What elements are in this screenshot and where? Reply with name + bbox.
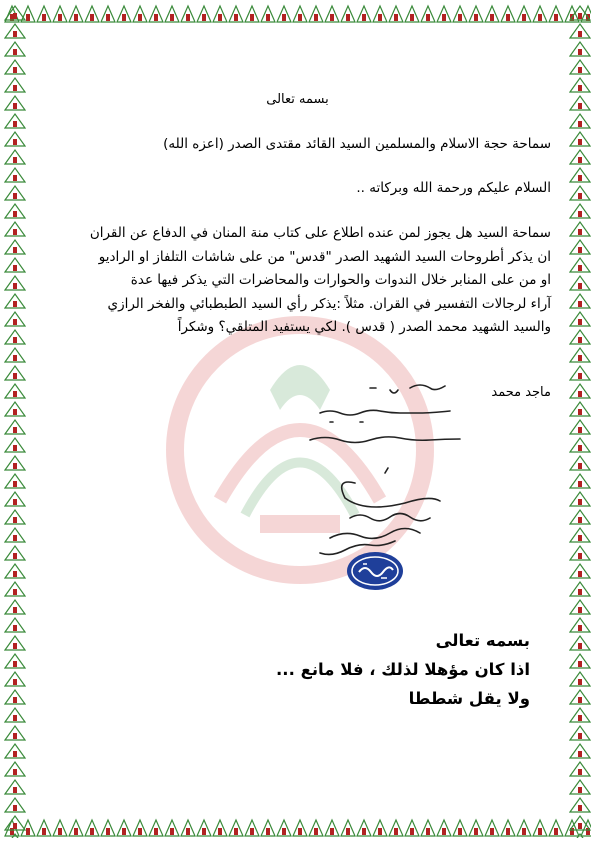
body-line: آراء لرجالات التفسير في القران. مثلاً :يذكر رأي السيد الطبطبائي والفخر الرازي (107, 295, 551, 312)
left-border (4, 4, 26, 838)
typed-answer (276, 626, 530, 713)
handwritten-reply-signature (290, 378, 490, 578)
bottom-border (4, 818, 591, 838)
letter-greeting: السلام عليكم ورحمة الله وبركاته .. (356, 180, 551, 196)
letter-basmala: بسمه تعالى (266, 92, 329, 107)
right-border (569, 4, 591, 838)
body-line: والسيد الشهيد محمد الصدر ( قدس ). لكي يستفيد المتلقي؟ وشكراً (177, 319, 551, 335)
letter-address: سماحة حجة الاسلام والمسلمين السيد القائد مقتدى الصدر (اعزه الله) (163, 136, 551, 152)
body-line: او من على المنابر خلال الندوات والحوارات والمحاضرات التي يذكر فيها عدة (130, 272, 551, 288)
seal-stamp (345, 550, 405, 592)
answer-line: اذا كان مؤهلا لذلك ، فلا مانع ... (276, 660, 530, 679)
top-border (4, 4, 591, 24)
body-line: سماحة السيد هل يجوز لمن عنده اطلاع على كتاب منة المنان في الدفاع عن القران (89, 225, 551, 241)
letter-body (41, 222, 551, 340)
answer-line: بسمه تعالى (435, 631, 530, 650)
body-line: ان يذكر أطروحات السيد الشهيد الصدر "قدس" من على شاشات التلفاز او الراديو (98, 248, 551, 265)
answer-line: ولا يقل شططا (408, 689, 530, 708)
sender-name: ماجد محمد (491, 385, 551, 400)
